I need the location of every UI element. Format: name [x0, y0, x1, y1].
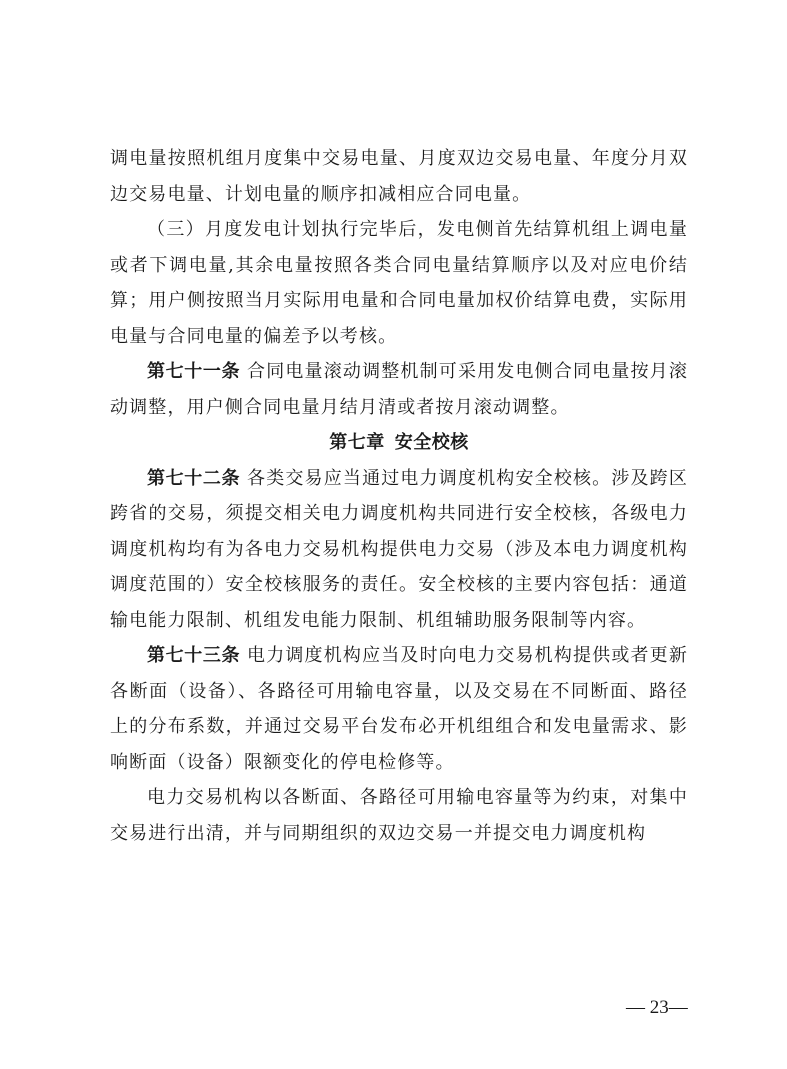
chapter-title: 安全校核 [394, 432, 469, 453]
article-73-text: 电力调度机构应当及时向电力交易机构提供或者更新各断面（设备）、各路径可用输电容量，以及交易在不同断面、路径上的分布系数，并通过交易平台发布必开机组组合和发电量需求、影响断面（设备）限额变化的停电检修等。 [110, 645, 689, 773]
article-72 [110, 461, 688, 639]
page-number: — 23— [626, 997, 688, 1018]
article-72-text: 各类交易应当通过电力调度机构安全校核。涉及跨区跨省的交易，须提交相关电力调度机构共同进行安全校核，各级电力调度机构均有为各电力交易机构提供电力交易（涉及本电力调度机构调度范围的）安全校核服务的责任。安全校核的主要内容包括：通道输电能力限制、机组发电能力限制、机组辅助服务限制等内容。 [110, 467, 689, 631]
paragraph-7: 电力交易机构以各断面、各路径可用输电容量等为约束，对集中交易进行出清，并与同期组织的双边交易一并提交电力调度机构 [110, 787, 688, 844]
article-73 [110, 638, 688, 780]
document-body [110, 141, 688, 851]
chapter-number: 第七章 [329, 432, 385, 453]
paragraph-2: （三）月度发电计划执行完毕后，发电侧首先结算机组上调电量或者下调电量,其余电量按照各类合同电量结算顺序以及对应电价结算；用户侧按照当月实际用电量和合同电量加权价结算电费，实际用电量与合同电量的偏差予以考核。 [110, 219, 688, 347]
article-73-number: 第七十三条 [147, 645, 241, 666]
article-71 [110, 354, 688, 425]
chapter-heading [110, 425, 688, 461]
article-72-number: 第七十二条 [147, 467, 241, 489]
article-71-text: 合同电量滚动调整机制可采用发电侧合同电量按月滚动调整，用户侧合同电量月结月清或者按月滚动调整。 [110, 361, 689, 418]
paragraph-1: 调电量按照机组月度集中交易电量、月度双边交易电量、年度分月双边交易电量、计划电量的顺序扣减相应合同电量。 [110, 148, 688, 205]
article-71-number: 第七十一条 [147, 361, 241, 382]
